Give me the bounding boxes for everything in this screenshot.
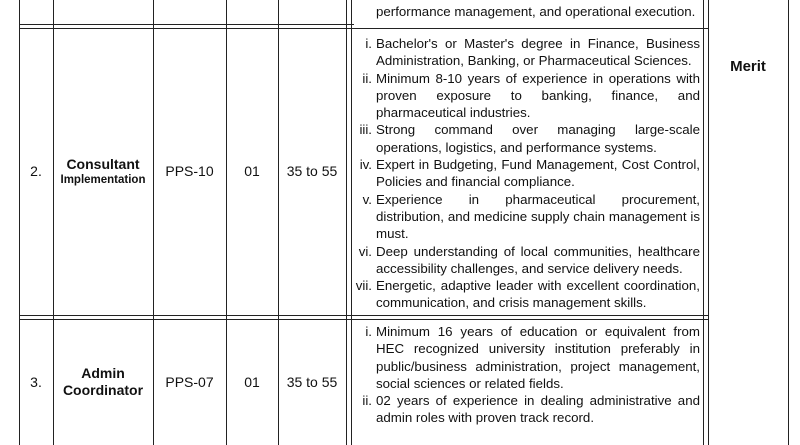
- list-item: v. Experience in pharmaceutical procurement, distribution, and medicine supply chain management is must.: [362, 191, 700, 242]
- post-title-main: Consultant: [66, 156, 140, 172]
- column-divider: [708, 0, 709, 445]
- list-item: iii. Strong command over managing large-scale operations, logistics, and performance systems.: [359, 122, 700, 155]
- column-divider: [346, 0, 347, 445]
- requirement-text: performance management, and operational execution.: [376, 4, 696, 19]
- post-title: [53, 319, 153, 445]
- post-count: 01: [244, 163, 260, 179]
- list-item: iv. Expert in Budgeting, Fund Management, Cost Control, Policies and financial compliance.: [359, 157, 700, 190]
- serial-number: 3.: [30, 373, 42, 390]
- list-item: vii. Energetic, adaptive leader with excellent coordination, communication, and crisis management skills.: [355, 278, 700, 311]
- column-divider: [351, 0, 352, 445]
- row-divider: [19, 315, 708, 316]
- pay-grade: PPS-07: [165, 373, 214, 390]
- serial-number: 2.: [30, 163, 42, 179]
- list-item: i. Minimum 16 years of education or equivalent from HEC recognized university institution preferably in public/business administration, project management, social sciences or related fields.: [365, 324, 700, 391]
- row-divider: [19, 24, 354, 25]
- post-title: [53, 28, 153, 315]
- list-item: [354, 3, 700, 20]
- list-item: vi. Deep understanding of local communities, healthcare accessibility challenges, and service delivery needs.: [358, 243, 700, 276]
- requirements-row-1: [354, 3, 700, 20]
- row-divider: [351, 28, 708, 29]
- requirements-row-2: [354, 35, 700, 312]
- column-divider: [703, 0, 704, 445]
- table-border-right: [788, 0, 789, 445]
- post-title-sub: Implementation: [60, 174, 146, 186]
- list-item: ii. 02 years of experience in dealing administrative and admin roles with proven track record.: [362, 393, 700, 426]
- post-title-main: Admin: [81, 365, 125, 381]
- age-limit: 35 to 55: [286, 163, 338, 179]
- list-item: ii. Minimum 8-10 years of experience in operations with proven exposure to banking, finance, and pharmaceutical industries.: [362, 70, 700, 121]
- list-item: i. Bachelor's or Master's degree in Finance, Business Administration, Banking, or Pharmaceutical Sciences.: [365, 36, 700, 69]
- pay-grade: PPS-10: [165, 163, 214, 179]
- requirements-row-3: [354, 323, 700, 427]
- post-count: 01: [244, 373, 260, 390]
- age-limit: 35 to 55: [286, 373, 338, 390]
- post-title-sub: Coordinator: [62, 382, 144, 398]
- selection-basis: Merit: [730, 58, 766, 75]
